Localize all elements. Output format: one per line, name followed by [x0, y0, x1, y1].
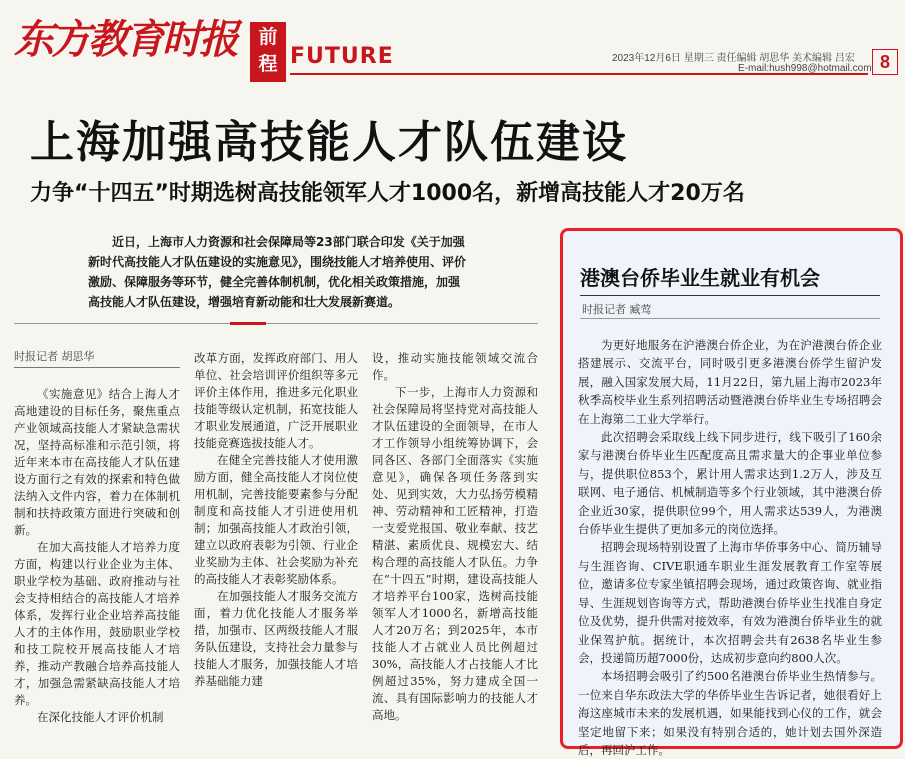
paragraph: 在加大高技能人才培养力度方面，构建以行业企业为主体、职业学校为基础、政府推动与社会支持相结合的高技能人才培养体系，发挥行业企业培养高技能人才的主体作用，鼓励职业学校和技工院校开展高技能人才培养，推动产教融合培养高技能人才，加强急需紧缺高技能人才培养。: [14, 540, 180, 707]
sidebar-byline: 时报记者 臧莺: [582, 303, 652, 316]
paragraph: 设，推动实施技能领域交流合作。: [372, 351, 538, 382]
email-line: E-mail:hush998@hotmail.com: [738, 63, 872, 74]
paragraph: 《实施意见》结合上海人才高地建设的目标任务，聚焦重点产业领域高技能人才紧缺急需状况，坚持高标准和示范引领，将近年来本市在高技能人才队伍建设方面行之有效的探索和特色做法纳入文件内容，着力在体制机制和扶持政策方面进行突破和创新。: [14, 387, 180, 537]
sidebar-rule: [580, 295, 880, 296]
date-editor-line: 2023年12月6日 星期三 责任编辑 胡思华 美术编辑 吕宏: [612, 53, 855, 64]
article-column-2: [194, 350, 358, 690]
newspaper-logo: 东方教育时报: [14, 16, 236, 63]
sidebar-title: 港澳台侨毕业生就业有机会: [580, 266, 820, 290]
main-headline: 上海加强高技能人才队伍建设: [30, 117, 628, 168]
divider-accent: [230, 322, 266, 325]
paragraph: 在加强技能人才服务交流方面，着力优化技能人才服务举措，加强市、区两级技能人才服务队伍建设，支持社会力量参与技能人才服务，加强技能人才培养基础能力建: [194, 589, 358, 688]
paragraph: 为更好地服务在沪港澳台侨企业，为在沪港澳台侨企业搭建展示、交流平台，同时吸引更多港澳台侨学生留沪发展，融入国家发展大局，11月22日，第九届上海市2023年秋季高校毕业生系列招聘活动暨港澳台侨毕业生专场招聘会在上海第二工业大学举行。: [578, 338, 882, 426]
paragraph: 下一步，上海市人力资源和社会保障局将坚持党对高技能人才队伍建设的全面领导，在市人才工作领导小组统筹协调下，会同各区、各部门全面落实《实施意见》，确保各项任务落到实处、见到实效，大力弘扬劳模精神、劳动精神和工匠精神，打造一支爱党报国、敬业奉献、技艺精湛、素质优良、规模宏大、结构合理的高技能人才队伍。力争在“十四五”时期，建设高技能人才培养平台100家，选树高技能领军人才1000名，新增高技能人才20万名；到2025年，本市技能人才占就业人员比例超过30%，高技能人才占技能人才比例超过35%，努力建成全国一流、具有国际影响力的技能人才高地。: [372, 385, 538, 722]
sidebar-body: [578, 336, 882, 759]
article-byline: 时报记者 胡思华: [14, 348, 180, 368]
paragraph: 此次招聘会采取线上线下同步进行，线下吸引了160余家与港澳台侨毕业生匹配度高且需求量大的企事业单位参与，提供职位853个，累计用人需求达到1.2万人，涉及互联网、电子通信、机械制造等多个行业领域，其中港澳台侨企业近30家，提供职位99个，用人需求达539人，为港澳台侨毕业生提供了更加多元的岗位选择。: [578, 430, 882, 537]
divider: [14, 323, 230, 324]
paragraph: 改革方面，发挥政府部门、用人单位、社会培训评价组织等多元评价主体作用，推进多元化职业技能等级认定机制，拓宽技能人才职业发展通道，广泛开展职业技能竞赛选拔技能人才。: [194, 351, 358, 450]
sidebar-byline-rule: [580, 318, 880, 319]
paragraph: 本场招聘会吸引了约500名港澳台侨毕业生热情参与。一位来自华东政法大学的华侨毕业生告诉记者，她很看好上海这座城市未来的发展机遇，如果能找到心仪的工作，就会坚定地留下来；如果没有特别合适的，她计划去国外深造后，再回沪工作。: [578, 669, 882, 757]
divider: [266, 323, 538, 324]
article-column-1: [14, 348, 180, 726]
section-label-en: FUTURE: [290, 44, 394, 69]
article-lead: 近日，上海市人力资源和社会保障局等23部门联合印发《关于加强新时代高技能人才队伍建设的实施意见》，围绕技能人才培养使用、评价激励、保障服务等环节，健全完善体制机制，优化相关政策措施，加强高技能人才队伍建设，增强培育新动能和壮大发展新赛道。: [88, 235, 467, 309]
section-label-cn: 前程: [250, 22, 286, 82]
article-column-3: [372, 350, 538, 724]
sub-headline: 力争“十四五”时期选树高技能领军人才1000名，新增高技能人才20万名: [30, 181, 745, 206]
paragraph: 在深化技能人才评价机制: [37, 710, 164, 724]
paragraph: 在健全完善技能人才使用激励方面，健全高技能人才岗位使用机制，完善技能要素参与分配制度和高技能人才引进使用机制；加强高技能人才政治引领，建立以政府表彰为引领、行业企业奖励为主体、社会奖励为补充的高技能人才表彰奖励体系。: [194, 453, 358, 586]
page-number: 8: [872, 49, 898, 75]
paragraph: 招聘会现场特别设置了上海市华侨事务中心、简历辅导与生涯咨询、CIVE职通车职业生涯发展教育工作室等展位，邀请多位专家坐镇招聘会现场，通过政策咨询、就业指导、生涯规划咨询等方式，帮助港澳台侨毕业生找准自身定位及优势，提升供需对接效率，有效为港澳台侨毕业生的就业保驾护航。据统计，本次招聘会共有2638名毕业生参会，投递简历超7000份，达成初步意向约800人次。: [578, 540, 882, 665]
